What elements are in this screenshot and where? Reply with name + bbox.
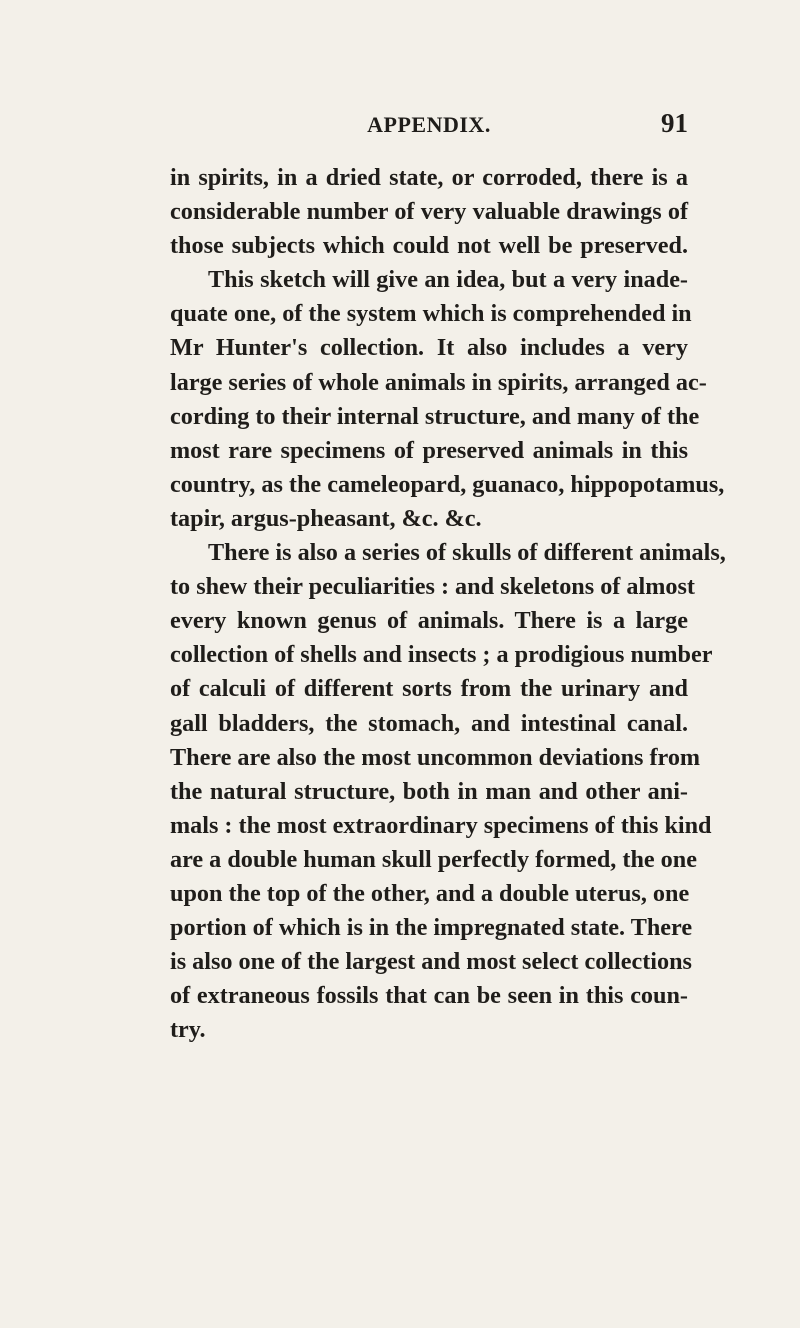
text-line: of extraneous fossils that can be seen in this coun- xyxy=(170,982,688,1010)
text-line: most rare specimens of preserved animals in this xyxy=(170,436,688,464)
text-line: are a double human skull perfectly formed, the one xyxy=(170,845,697,873)
text-line: cording to their internal structure, and many of the xyxy=(170,402,700,430)
text-line: gall bladders, the stomach, and intestinal canal. xyxy=(170,709,688,737)
running-head: APPENDIX. xyxy=(367,112,491,137)
text-line: the natural structure, both in man and other ani- xyxy=(170,777,688,805)
text-line: is also one of the largest and most select collections xyxy=(170,948,692,976)
text-line: in spirits, in a dried state, or corroded, there is a xyxy=(170,164,688,191)
text-line: large series of whole animals in spirits, arranged ac- xyxy=(170,368,707,396)
text-line: country, as the cameleopard, guanaco, hippopotamus, xyxy=(170,470,725,498)
text-line: considerable number of very valuable drawings of xyxy=(170,198,688,226)
text-line: There are also the most uncommon deviations from xyxy=(170,743,701,771)
text-line: Mr Hunter's collection. It also includes a very xyxy=(170,334,688,362)
text-line: This sketch will give an idea, but a very inade- xyxy=(208,266,688,294)
body-text xyxy=(170,161,726,1047)
text-line: portion of which is in the impregnated state. There xyxy=(170,914,693,942)
text-line: There is also a series of skulls of different animals, xyxy=(208,539,726,567)
text-line: of calculi of different sorts from the urinary and xyxy=(170,675,688,703)
text-line: collection of shells and insects ; a prodigious number xyxy=(170,641,713,669)
text-line: mals : the most extraordinary specimens of this kind xyxy=(170,811,712,839)
text-line: tapir, argus-pheasant, &c. &c. xyxy=(170,504,482,532)
text-line: every known genus of animals. There is a large xyxy=(170,607,688,635)
text-line: quate one, of the system which is comprehended in xyxy=(170,300,692,328)
page-header xyxy=(170,108,688,148)
text-line: upon the top of the other, and a double uterus, one xyxy=(170,879,690,907)
text-line: to shew their peculiarities : and skeletons of almost xyxy=(170,573,695,601)
text-line: try. xyxy=(170,1016,206,1044)
page-number: 91 xyxy=(661,108,688,138)
text-line: those subjects which could not well be preserved. xyxy=(170,232,688,260)
